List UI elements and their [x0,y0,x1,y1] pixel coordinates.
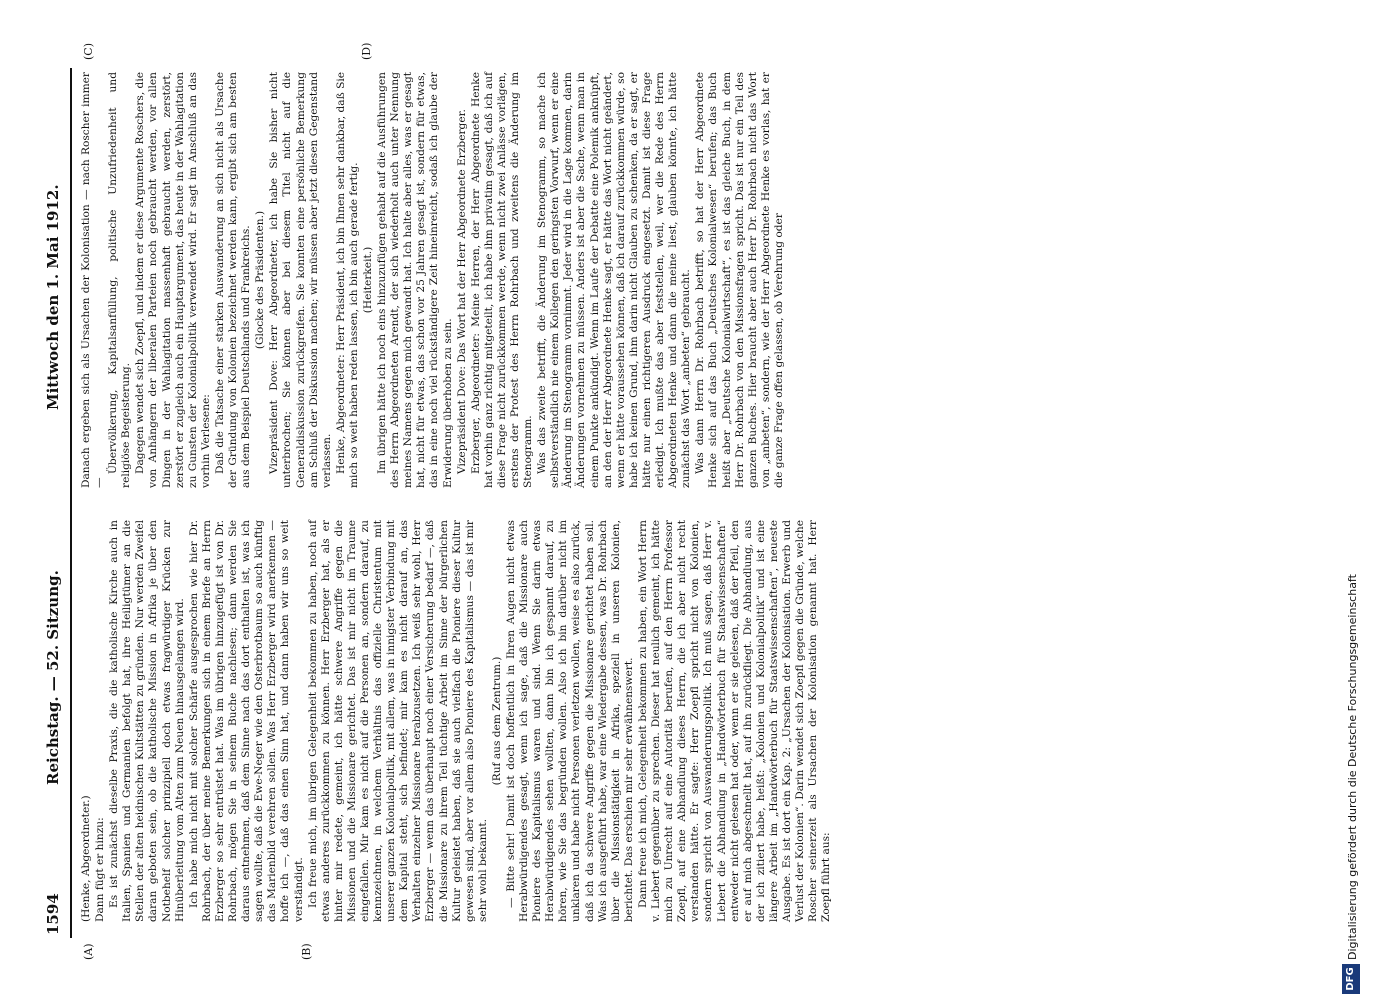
quote-paragraph: Daß die Tatsache einer starken Auswanderung an sich nicht als Ursache der Gründung von Kolonien bezeichnet werden kann, ergibt sich am besten aus dem Beispiel Deutschlands und Frankreichs. [213,72,253,488]
paragraph: Was das zweite betrifft, die Änderung im Stenogramm, so mache ich selbstverständlich nie einem Kollegen den geringsten Vorwurf, wenn er eine Änderung im Stenogramm vornimmt. Jeder wird in die Lage kommen, darin Änderungen vornehmen zu müssen. Anders ist aber die Sache, wenn man in einem Punkte ankündigt. Wenn im Laufe der Debatte eine Polemik anknüpft, an den der Herr Abgeordnete Henke sagt, er hätte das Wort nicht geändert, wenn er hätte voraussehen können, daß ich darauf zurückkommen würde, so habe ich keinen Grund, ihm darin nicht Glauben zu schenken, da er sagt, er hätte nur einen richtigeren Ausdruck eingesetzt. Damit ist diese Frage erledigt. Ich mußte das aber feststellen, weil, wer die Rede des Herrn Abgeordneten Henke und dann die meine liest, glauben könnte, ich hätte zunächst das Wort „anbeten“ gebraucht. [536,72,693,488]
margin-marker-a: (A) [82,943,95,960]
paragraph: Henke, Abgeordneter: Herr Präsident, ich bin Ihnen sehr dankbar, daß Sie mich so weit haben reden lassen, ich bin auch gerade fertig. [334,72,360,488]
paragraph: Im übrigen hätte ich noch eins hinzuzufügen gehabt auf die Ausführungen des Herrn Abgeordneten Arendt, der sich wiederholt auch unter Nennung meines Namens gegen mich gewandt hat. Ich halte aber alles, was er gesagt hat, nicht für etwas, das schon vor 25 Jahren gesagt ist, sondern für etwas, das in eine noch viel rückständigere Zeit hineinreicht, sodaß ich glaube der Erwiderung überhoben zu sein. [376,72,454,488]
paragraph: — Bitte sehr! Damit ist doch hoffentlich in Ihren Augen nicht etwas Herabwürdigendes gesagt, wenn ich sage, daß die Missionare auch Pioniere des Kapitalismus waren und sind. Wenn Sie darin etwas Herabwürdigendes sehen wollten, dann bin ich gespannt darauf, zu hören, wie Sie das begründen wollen. Also ich bin darüber nicht im unklaren und habe nicht Personen verletzen wollen, weise es also zurück, daß ich da schwere Angriffe gegen die Missionare gerichtet haben soll. Was ich ausgeführt habe, war eine Wiedergabe dessen, was Dr. Rohrbach über die Missionstätigkeit in Afrika, speziell in unseren Kolonien, berichtet. Das erschien mir sehr erwähnenswert. [505,520,635,922]
interjection: (Glocke des Präsidenten.) [254,210,267,350]
interjection: (Heiterkeit.) [361,246,374,314]
quote-paragraph: Übervölkerung, Kapitalsanfüllung, politische Unzufriedenheit und religiöse Begeisterung. [107,72,133,488]
header-date: Mittwoch den 1. Mai 1912. [44,184,62,410]
dfg-credit: Digitalisierung gefördert durch die Deutsche Forschungsgemeinschaft [1346,574,1359,960]
interjection: (Ruf aus dem Zentrum.) [490,656,503,786]
paragraph: Dann fügt er hinzu: [94,817,107,922]
speaker-note: (Henke, Abgeordneter.) [80,795,92,922]
margin-marker-b: (B) [300,943,313,960]
paragraph: Erzberger, Abgeordneter: Meine Herren, der Herr Abgeordnete Henke hat vorhin ganz richtig mitgeteilt, ich habe ihm privatim gesagt, daß ich auf diese Frage nicht zurückkommen werde, wenn nicht zwei Anlässe vorlägen, erstens der Protest des Herrn Rohrbach und zweitens die Änderung im Stenogramm. [469,72,535,488]
paragraph: Ich habe mich nicht mit solcher Schärfe ausgesprochen wie hier Dr. Rohrbach, der über meine Bemerkungen sich in einem Briefe an Herrn Erzberger so sehr entrüstet hat. Was im übrigen hinzugefügt ist von Dr. Rohrbach, mögen Sie in seinem Buche nachlesen; dann werden Sie daraus entnehmen, daß dem Sinne nach das dort enthalten ist, was ich sagen wollte, daß die Ewe-Neger wie den Osterbrotbaum so auch künftig das Marienbild verehren sollen. Was Herr Erzberger wird anerkennen — hoffe ich —, daß das einen Sinn hat, und dann haben wir uns so weit verständigt. [187,520,305,922]
page-number: 1594 [44,893,62,935]
margin-marker-c: (C) [82,43,95,60]
paragraph: Dagegen wendet sich Zoepfl, und indem er diese Argumente Roschers, die von Anhängern der liberalen Parteien noch gebraucht werden, vor allen Dingen in der Wahlagitation massenhaft gebraucht werden, zerstört, zerstört er zugleich auch ein Hauptargument, das heute in der Wahlagitation zu Gunsten der Kolonialpolitik verwendet wird. Er sagt im Anschluß an das vorhin Verlesene: [134,72,212,488]
right-text-column [80,72,787,488]
paragraph: Ich freue mich, im übrigen Gelegenheit bekommen zu haben, noch auf etwas anderes zurückkommen zu können. Herr Erzberger hat, als er hinter mir redete, gemeint, ich hätte schwere Angriffe gegen die Missionen und die Missionare gerichtet. Das ist mir nicht im Traume eingefallen. Mir kam es nicht auf die Personen an, sondern darauf, zu kennzeichnen, in welchem Verhältnis das offizielle Christentum mit unserer ganzen Kolonialpolitik, mit allem, was in innigster Verbindung mit dem Kapital steht, sich befindet; mir kam es nicht darauf an, das Verhalten einzelner Missionare herabzusetzen. Ich weiß sehr wohl, Herr Erzberger — wenn das überhaupt noch einer Versicherung bedarf —, daß die Missionare zu ihrem Teil tüchtige Arbeit im Sinne der bürgerlichen Kultur geleistet haben, daß sie auch vielfach die Pioniere dieser Kultur gewesen sind, aber vor allem also Pioniere des Kapitalismus — das ist mir sehr wohl bekannt. [306,520,489,922]
header-rule [70,68,72,938]
paragraph: Dann freue ich mich, Gelegenheit bekommen zu haben, ein Wort Herrn v. Liebert gegenüber zu sprechen. Dieser hat neulich gemeint, ich hätte mich zu Unrecht auf eine Autorität berufen, auf den Herrn Professor Zoepfl, auf eine Abhandlung dieses Herrn, die ich aber nicht recht verstanden hätte. Er sagte: Herr Zoepfl spricht nicht von Kolonien, sondern spricht von Auswanderungspolitik. Ich muß sagen, daß Herr v. Liebert die Abhandlung in „Handwörterbuch für Staatswissenschaften“ entweder nicht gelesen hat oder, wenn er sie gelesen, daß der Pfeil, den er auf mich abgeschnellt hat, auf ihn zurückfliegt. Die Abhandlung, aus der ich zitiert habe, heißt: „Kolonien und Kolonialpolitik“ und ist eine längere Arbeit im „Handwörterbuch für Staatswissenschaften“, neueste Ausgabe. Es ist dort ein Kap. 2: „Ursachen der Kolonisation. Erwerb und Verlust der Kolonien“. Darin wendet sich Zoepfl gegen die Gründe, welche Roscher seinerzeit als Ursachen der Kolonisation genannt hat. Herr Zoepfl führt aus: [636,520,833,922]
dfg-logo-icon: DFG [1342,964,1360,994]
paragraph: Vizepräsident Dove: Herr Abgeordneter, ich habe Sie bisher nicht unterbrochen; Sie können aber bei diesem Titel nicht auf die Generaldiskussion zurückgreifen. Sie konnten eine persönliche Bemerkung am Schluß der Diskussion machen; wir müssen aber jetzt diesen Gegenstand verlassen. [268,72,333,488]
paragraph: Vizepräsident Dove: Das Wort hat der Herr Abgeordnete Erzberger. [455,109,468,474]
left-text-column [80,520,834,922]
paragraph: Danach ergeben sich als Ursachen der Kolonisation — nach Roscher immer — [80,72,106,488]
header-session: Reichstag. — 52. Sitzung. [44,570,62,785]
dfg-footer [1340,0,1366,1000]
quote-paragraph: Es ist zunächst dieselbe Praxis, die die katholische Kirche auch in Italien, Spanien und Germanien befolgt hat, ihre Heiligtümer an die Stellen der alten heidnischen Kultstätten zu gründen. Nur werden Zweifel daran geboten sein, ob die katholische Mission in Afrika je über den Notbehelf solcher prinzipiell doch etwas fragwürdiger Krücken zur Hinüberleitung vom Alten zum Neuen hinausgelangen wird. [108,520,186,922]
page-header [40,55,68,935]
paragraph: Was dann Herrn Dr. Rohrbach betrifft, so hat der Herr Abgeordnete Henke sich auf das Buch „Deutsches Kolonialwesen“ berufen; das Buch heißt aber „Deutsche Kolonialwirtschaft“, es ist das gleiche Buch, in dem Herr Dr. Rohrbach von den Missionsfragen spricht. Das ist nur ein Teil des ganzen Buches. Hier braucht aber auch Herr Dr. Rohrbach nicht das Wort von „anbeten“, sondern, wie der Herr Abgeordnete Henke es vorlas, hat er die ganze Frage offen gelassen, ob Verehrung oder [694,72,785,488]
margin-marker-d: (D) [360,42,373,60]
